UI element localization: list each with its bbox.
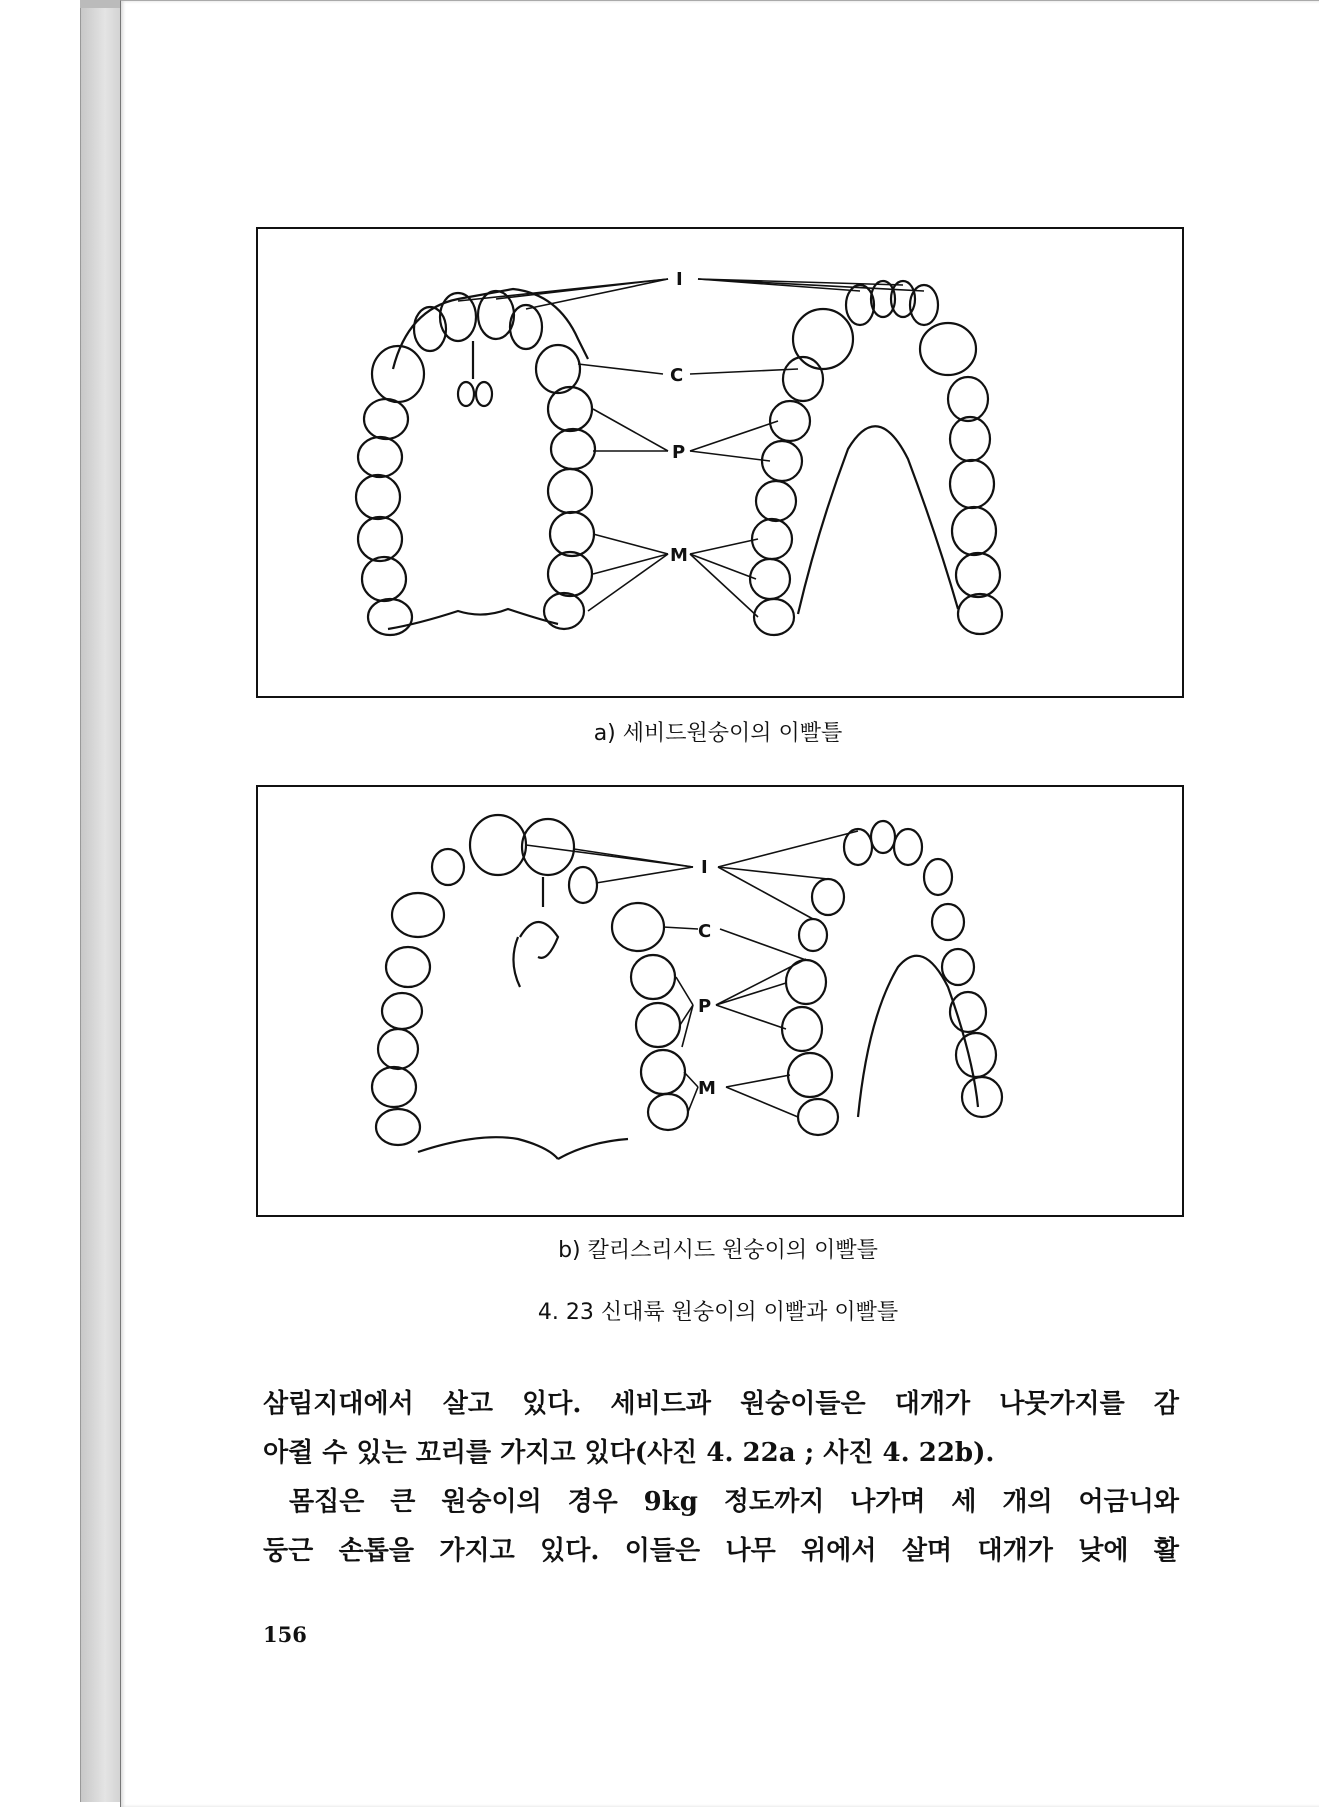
body-line-4: 둥근 손톱을 가지고 있다. 이들은 나무 위에서 살며 대개가 낮에 활 [263,1536,1179,1566]
body-line-3: 몸집은 큰 원숭이의 경우 9kg 정도까지 나가며 세 개의 어금니와 [289,1487,1179,1517]
upper-incisors [414,291,542,351]
upper-incisors-b [470,815,597,903]
body-paragraph [263,1380,1179,1576]
upper-right-teeth [536,345,595,629]
lower-left-teeth [750,309,853,635]
incisor-label-b: I [701,857,708,878]
molar-label-a: M [670,545,688,566]
figure-a-dentition-drawing [258,229,1182,696]
book-spine [80,8,121,1802]
figure-a-caption: a) 세비드원숭이의 이빨틀 [593,721,843,746]
figure-a-box [256,227,1184,698]
figure-b-dentition-drawing [258,787,1182,1215]
canine-label-b: C [698,921,712,942]
figure-b-caption: b) 칼리스리시드 원숭이의 이빨틀 [558,1238,878,1263]
body-line-1: 삼림지대에서 살고 있다. 세비드과 원숭이들은 대개가 나뭇가지를 감 [263,1389,1179,1419]
upper-left-teeth [356,346,424,635]
incisor-label-a: I [676,269,683,290]
figure-b-box [256,785,1184,1217]
lower-right-teeth [920,323,1002,634]
body-line-2: 아쥘 수 있는 꼬리를 가지고 있다(사진 4. 22a ; 사진 4. 22b). [263,1438,995,1468]
lower-incisors-b [844,821,922,865]
premolar-label-b: P [698,996,712,1017]
page-number: 156 [263,1622,307,1647]
upper-left-teeth-b [372,849,464,1145]
upper-right-teeth-b [612,903,688,1130]
lower-right-teeth-b [924,859,1002,1117]
molar-label-b: M [698,1078,716,1099]
lower-left-teeth-b [782,879,844,1135]
figure-caption: 4. 23 신대륙 원숭이의 이빨과 이빨틀 [537,1300,899,1325]
premolar-label-a: P [672,442,686,463]
canine-label-a: C [670,365,684,386]
